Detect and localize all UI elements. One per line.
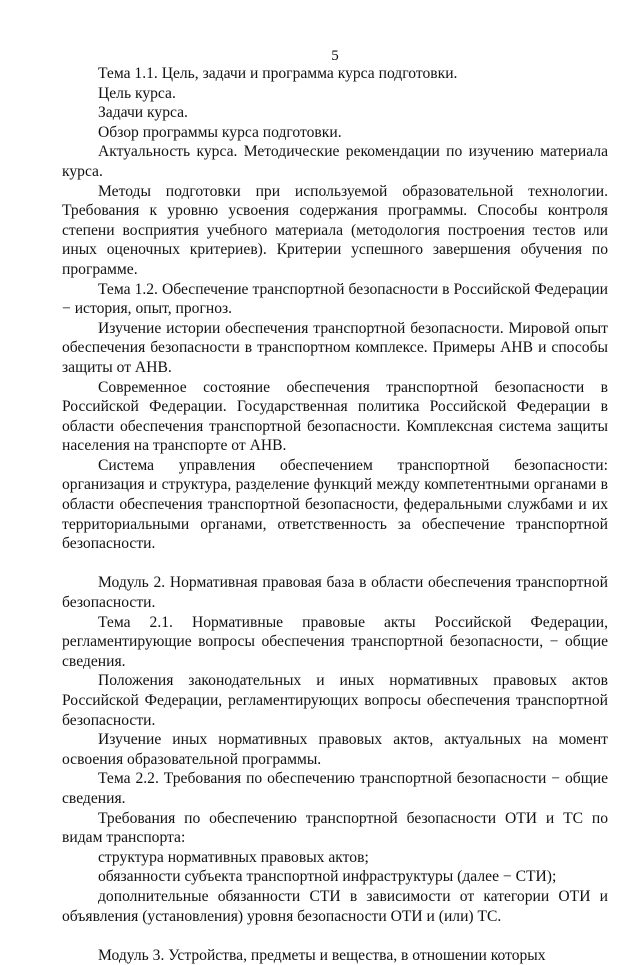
paragraph: Положения законодательных и иных нормативных правовых актов Российской Федерации, регламентирующих вопросы обеспечения транспортной безопасности. bbox=[62, 672, 608, 729]
paragraph: обязанности субъекта транспортной инфраструктуры (далее − СТИ); bbox=[98, 868, 557, 886]
paragraph: Изучение истории обеспечения транспортной безопасности. Мировой опыт обеспечения безопасности в транспортном комплексе. Примеры АНВ и способы защиты от АНВ. bbox=[62, 319, 608, 376]
paragraph: дополнительные обязанности СТИ в зависимости от категории ОТИ и объявления (установления) уровня безопасности ОТИ и (или) ТС. bbox=[62, 887, 608, 925]
paragraph: Цель курса. bbox=[98, 84, 176, 102]
document-body bbox=[62, 64, 608, 965]
paragraph: Изучение иных нормативных правовых актов, актуальных на момент освоения образовательной программы. bbox=[62, 731, 608, 768]
paragraph: Требования по обеспечению транспортной безопасности ОТИ и ТС по видам транспорта: bbox=[62, 809, 608, 847]
paragraph: Система управления обеспечением транспортной безопасности: организация и структура, разделение функций между компетентными органами в области обеспечения транспортной безопасности, федеральными службами и их территориальными органами, ответственность за обеспечение транспортной безопасности. bbox=[62, 456, 608, 553]
paragraph: Модуль 3. Устройства, предметы и вещества, в отношении которых bbox=[98, 946, 546, 964]
paragraph: Тема 1.1. Цель, задачи и программа курса подготовки. bbox=[98, 65, 458, 82]
paragraph: Обзор программы курса подготовки. bbox=[98, 123, 342, 141]
page-number: 5 bbox=[331, 48, 339, 64]
paragraph: Задачи курса. bbox=[98, 104, 188, 122]
paragraph: структура нормативных правовых актов; bbox=[98, 848, 369, 866]
paragraph: Тема 2.1. Нормативные правовые акты Российской Федерации, регламентирующие вопросы обеспечения транспортной безопасности, − общие сведения. bbox=[62, 613, 608, 670]
paragraph: Методы подготовки при используемой образовательной технологии. Требования к уровню усвоения содержания программы. Способы контроля степени восприятия учебного материала (методология построения тестов или иных оценочных критериев). Критерии успешного завершения обучения по программе. bbox=[62, 182, 608, 278]
paragraph: Тема 2.2. Требования по обеспечению транспортной безопасности − общие сведения. bbox=[62, 770, 608, 807]
paragraph: Современное состояние обеспечения транспортной безопасности в Российской Федерации. Государственная политика Российской Федерации в области обеспечения транспортной безопасности. Комплексная система защиты населения на транспорте от АНВ. bbox=[62, 378, 608, 455]
paragraph: Тема 1.2. Обеспечение транспортной безопасности в Российской Федерации − история, опыт, прогноз. bbox=[62, 280, 608, 318]
paragraph: Модуль 2. Нормативная правовая база в области обеспечения транспортной безопасности. bbox=[62, 574, 608, 612]
paragraph: Актуальность курса. Методические рекомендации по изучению материала курса. bbox=[62, 143, 608, 180]
